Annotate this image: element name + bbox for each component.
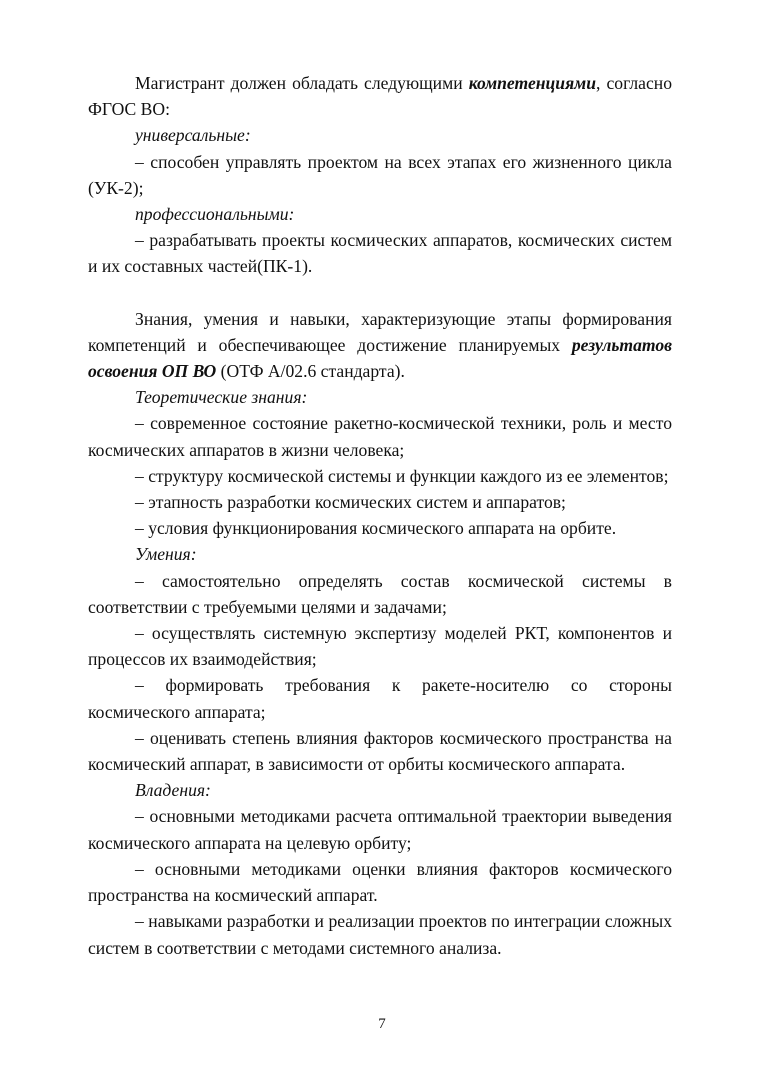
list-item: – основными методиками расчета оптимальной траектории выведения космического аппарата на целевую орбиту; [88,806,672,853]
list-item: – осуществлять системную экспертизу моделей РКТ, компонентов и процессов их взаимодействия; [88,623,672,670]
spacer [88,280,672,306]
theory-heading: Теоретические знания: [135,387,308,408]
list-item: – структуру космической системы и функции каждого из ее элементов; [135,465,669,486]
list-item: – самостоятельно определять состав космической системы в соответствии с требуемыми целями и задачами; [88,570,672,617]
competencies-term: компетенциями [468,73,596,93]
page-number: 7 [378,1016,386,1032]
results-term: результатов освоения ОП ВО [88,334,672,382]
competencies-intro: Магистрант должен обладать следующими компетенциями, согласно ФГОС ВО: [88,73,673,120]
list-item: – навыками разработки и реализации проектов по интеграции сложных систем в соответствии с методами системного анализа. [88,911,672,958]
list-item: – способен управлять проектом на всех этапах его жизненного цикла (УК-2); [88,151,672,198]
list-item: – современное состояние ракетно-космической техники, роль и место космических аппаратов в жизни человека; [88,413,672,460]
knowledge-intro: Знания, умения и навыки, характеризующие этапы формирования компетенций и обеспечивающее достижение планируемых результатов освоения ОП ВО (ОТФ А/02.6 стандарта). [88,308,672,382]
page-body [88,70,672,961]
mastery-heading: Владения: [135,780,211,801]
list-item: – этапность разработки космических систем и аппаратов; [135,492,566,513]
list-item: – условия функционирования космического аппарата на орбите. [135,518,617,539]
skills-heading: Умения: [135,544,197,565]
professional-heading: профессиональными: [135,204,295,225]
list-item: – оценивать степень влияния факторов космического пространства на космический аппарат, в зависимости от орбиты космического аппарата. [88,727,672,775]
list-item: – разрабатывать проекты космических аппаратов, космических систем и их составных частей(ПК-1). [88,230,672,277]
universal-heading: универсальные: [135,125,251,146]
list-item: – формировать требования к ракете-носителю со стороны космического аппарата; [88,675,672,722]
list-item: – основными методиками оценки влияния факторов космического пространства на космический аппарат. [88,858,672,906]
